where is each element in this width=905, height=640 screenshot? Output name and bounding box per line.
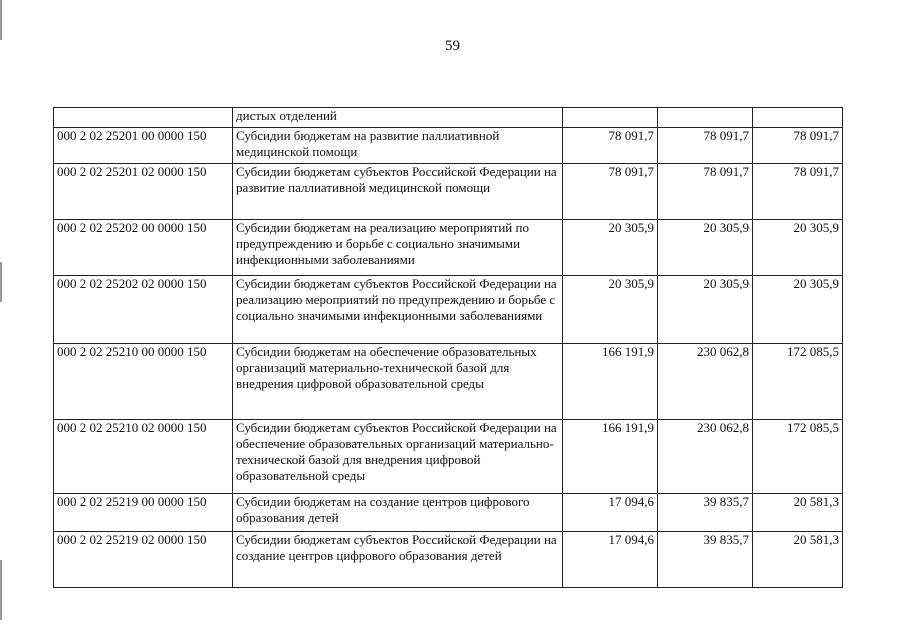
value-cell-2: 39 835,7 (658, 532, 753, 588)
value-cell-3 (753, 108, 843, 128)
value-cell-2: 230 062,8 (658, 420, 753, 494)
description-cell: дистых отделений (233, 108, 563, 128)
value-cell-3: 78 091,7 (753, 164, 843, 220)
budget-code-cell: 000 2 02 25202 02 0000 150 (54, 276, 233, 344)
description-cell: Субсидии бюджетам на реализацию мероприятий по предупреждению и борьбе с социально значимыми инфекционными заболеваниями (233, 220, 563, 276)
table-row (54, 108, 843, 128)
scan-edge-mark-bottom (0, 560, 2, 620)
description-cell: Субсидии бюджетам субъектов Российской Федерации на реализацию мероприятий по предупреждению и борьбе с социально значимыми инфекционными заболеваниями (233, 276, 563, 344)
value-cell-2: 20 305,9 (658, 276, 753, 344)
budget-code-cell: 000 2 02 25210 02 0000 150 (54, 420, 233, 494)
value-cell-1: 166 191,9 (563, 344, 658, 420)
budget-code-cell: 000 2 02 25201 00 0000 150 (54, 128, 233, 164)
table-row (54, 344, 843, 420)
table-row (54, 494, 843, 532)
value-cell-2: 78 091,7 (658, 164, 753, 220)
description-cell: Субсидии бюджетам субъектов Российской Федерации на развитие паллиативной медицинской помощи (233, 164, 563, 220)
budget-table (53, 107, 843, 588)
value-cell-1: 78 091,7 (563, 128, 658, 164)
value-cell-1 (563, 108, 658, 128)
description-cell: Субсидии бюджетам на создание центров цифрового образования детей (233, 494, 563, 532)
description-cell: Субсидии бюджетам субъектов Российской Федерации на создание центров цифрового образования детей (233, 532, 563, 588)
table-row (54, 420, 843, 494)
table-row (54, 276, 843, 344)
value-cell-1: 17 094,6 (563, 532, 658, 588)
value-cell-3: 20 581,3 (753, 532, 843, 588)
value-cell-3: 20 305,9 (753, 220, 843, 276)
scan-edge-mark-top (0, 0, 2, 40)
budget-code-cell: 000 2 02 25201 02 0000 150 (54, 164, 233, 220)
value-cell-1: 20 305,9 (563, 220, 658, 276)
table-row (54, 128, 843, 164)
value-cell-1: 78 091,7 (563, 164, 658, 220)
budget-code-cell: 000 2 02 25202 00 0000 150 (54, 220, 233, 276)
description-cell: Субсидии бюджетам субъектов Российской Федерации на обеспечение образовательных организаций материально-технической базой для внедрения цифровой образовательной среды (233, 420, 563, 494)
value-cell-2: 230 062,8 (658, 344, 753, 420)
table-row (54, 164, 843, 220)
value-cell-3: 78 091,7 (753, 128, 843, 164)
description-cell: Субсидии бюджетам на обеспечение образовательных организаций материально-технической базой для внедрения цифровой образовательной среды (233, 344, 563, 420)
budget-code-cell (54, 108, 233, 128)
value-cell-2: 78 091,7 (658, 128, 753, 164)
value-cell-2 (658, 108, 753, 128)
scan-edge-mark-middle (0, 262, 2, 302)
description-cell: Субсидии бюджетам на развитие паллиативной медицинской помощи (233, 128, 563, 164)
budget-code-cell: 000 2 02 25219 00 0000 150 (54, 494, 233, 532)
value-cell-2: 39 835,7 (658, 494, 753, 532)
value-cell-1: 17 094,6 (563, 494, 658, 532)
budget-code-cell: 000 2 02 25210 00 0000 150 (54, 344, 233, 420)
value-cell-3: 20 581,3 (753, 494, 843, 532)
page-number: 59 (445, 38, 460, 54)
value-cell-3: 172 085,5 (753, 344, 843, 420)
value-cell-3: 172 085,5 (753, 420, 843, 494)
value-cell-1: 166 191,9 (563, 420, 658, 494)
value-cell-2: 20 305,9 (658, 220, 753, 276)
budget-code-cell: 000 2 02 25219 02 0000 150 (54, 532, 233, 588)
table-row (54, 220, 843, 276)
value-cell-3: 20 305,9 (753, 276, 843, 344)
table-row (54, 532, 843, 588)
value-cell-1: 20 305,9 (563, 276, 658, 344)
